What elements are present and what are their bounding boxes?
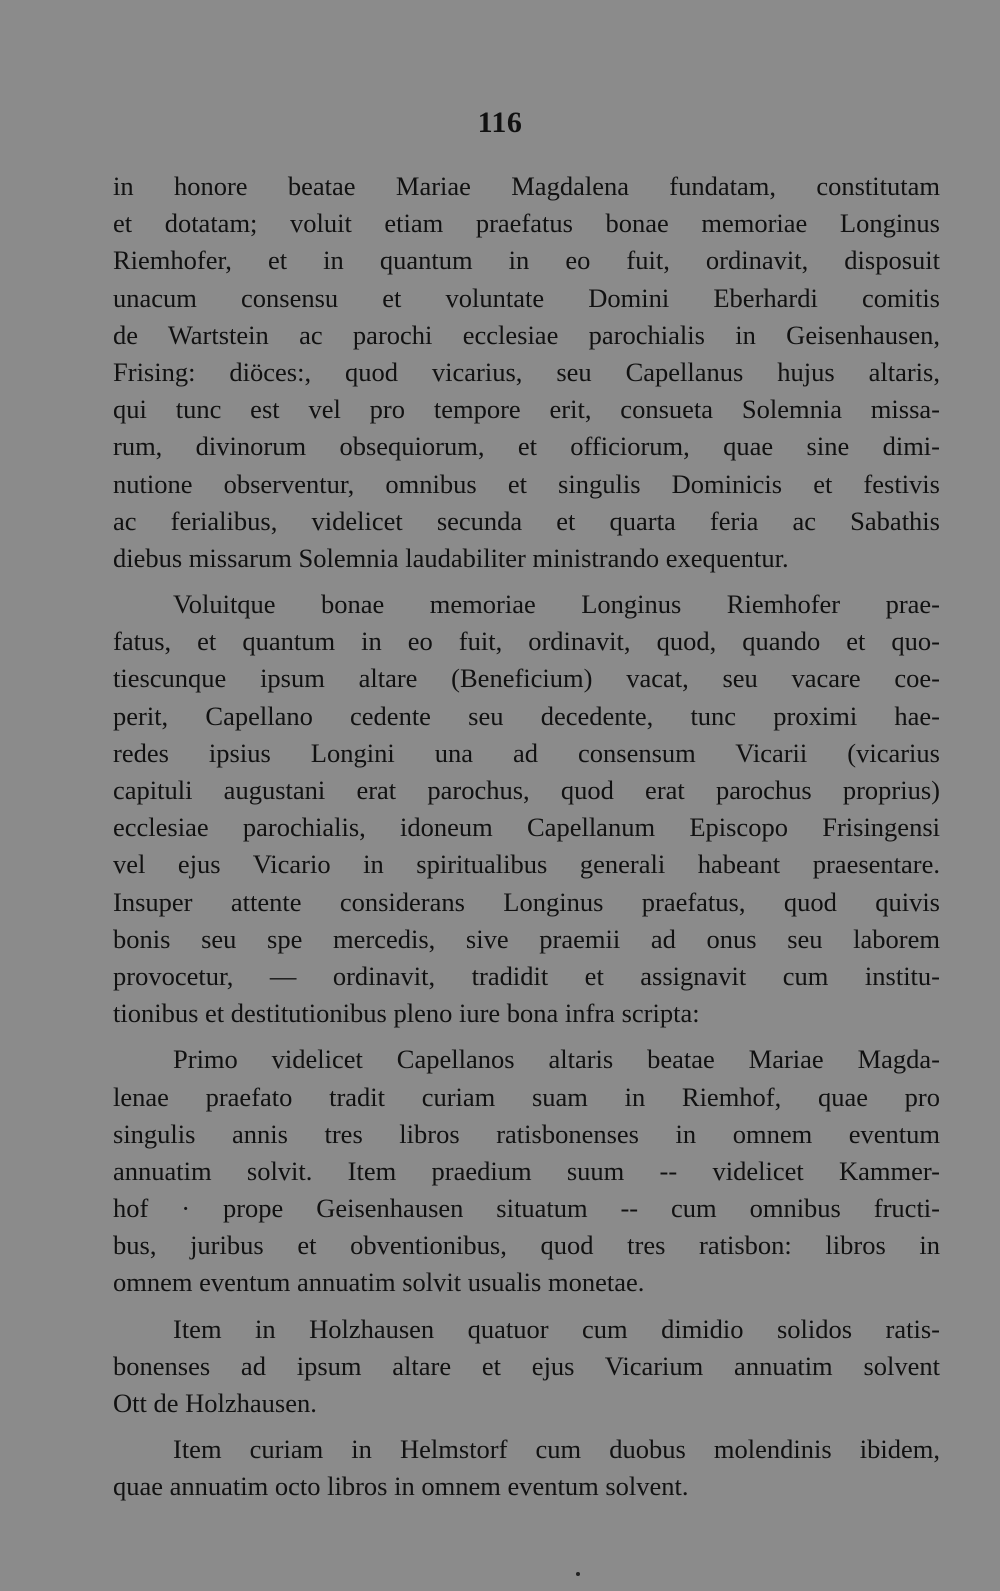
text-line: Insuper attente considerans Longinus praefatus, quod quivis — [113, 886, 940, 917]
text-line: Voluitque bonae memoriae Longinus Riemhofer prae- — [173, 589, 940, 620]
text-line: Riemhofer, et in quantum in eo fuit, ordinavit, disposuit — [113, 245, 940, 276]
text-line: Item curiam in Helmstorf cum duobus molendinis ibidem, — [173, 1434, 940, 1465]
paragraph — [113, 586, 940, 1032]
text-line: nutione observentur, omnibus et singulis Dominicis et festivis — [113, 468, 940, 499]
paragraph — [113, 168, 940, 577]
paragraph — [113, 1431, 940, 1505]
text-line: redes ipsius Longini una ad consensum Vicarii (vicarius — [113, 737, 940, 768]
text-line: capituli augustani erat parochus, quod erat parochus proprius) — [113, 775, 940, 805]
text-line: bus, juribus et obventionibus, quod tres ratisbon: libros in — [113, 1230, 940, 1261]
text-line: annuatim solvit. Item praedium suum -- videlicet Kammer- — [113, 1155, 940, 1186]
text-line: vel ejus Vicario in spiritualibus generali habeant praesentare. — [113, 849, 940, 880]
text-line: rum, divinorum obsequiorum, et officiorum, quae sine dimi- — [113, 431, 940, 462]
text-line: ac ferialibus, videlicet secunda et quarta feria ac Sabathis — [113, 505, 940, 536]
text-line: Primo videlicet Capellanos altaris beatae Mariae Magda- — [173, 1044, 940, 1075]
text-line: tionibus et destitutionibus pleno iure bona infra scripta: — [113, 998, 700, 1029]
text-line: quae annuatim octo libros in omnem eventum solvent. — [113, 1471, 689, 1502]
body-text — [113, 168, 940, 1506]
paragraph — [113, 1041, 940, 1301]
text-line: omnem eventum annuatim solvit usualis monetae. — [113, 1267, 645, 1298]
text-line: ecclesiae parochialis, idoneum Capellanum Episcopo Frisingensi — [113, 812, 940, 843]
print-speck — [576, 1572, 580, 1576]
text-line: Frising: diöces:, quod vicarius, seu Capellanus hujus altaris, — [113, 356, 940, 387]
text-line: hof · prope Geisenhausen situatum -- cum omnibus fructi- — [113, 1193, 940, 1224]
text-line: tiescunque ipsum altare (Beneficium) vacat, seu vacare coe- — [113, 663, 940, 694]
text-line: Item in Holzhausen quatuor cum dimidio solidos ratis- — [173, 1313, 940, 1344]
text-line: lenae praefato tradit curiam suam in Riemhof, quae pro — [113, 1081, 940, 1112]
text-line: diebus missarum Solemnia laudabiliter ministrando exequentur. — [113, 542, 789, 573]
text-line: bonis seu spe mercedis, sive praemii ad onus seu laborem — [113, 923, 940, 954]
text-line: bonenses ad ipsum altare et ejus Vicarium annuatim solvent — [113, 1350, 940, 1381]
text-line: qui tunc est vel pro tempore erit, consueta Solemnia missa- — [113, 394, 940, 425]
text-line: in honore beatae Mariae Magdalena fundatam, constitutam — [113, 171, 940, 201]
text-line: Ott de Holzhausen. — [113, 1388, 317, 1418]
text-line: provocetur, — ordinavit, tradidit et assignavit cum institu- — [113, 960, 940, 991]
text-line: singulis annis tres libros ratisbonenses in omnem eventum — [113, 1118, 940, 1149]
text-line: fatus, et quantum in eo fuit, ordinavit, quod, quando et quo- — [113, 626, 940, 657]
text-line: unacum consensu et voluntate Domini Eberhardi comitis — [113, 282, 940, 313]
text-line: et dotatam; voluit etiam praefatus bonae memoriae Longinus — [113, 208, 940, 239]
paragraph — [113, 1311, 940, 1423]
text-line: perit, Capellano cedente seu decedente, tunc proximi hae- — [113, 700, 940, 731]
page-number: 116 — [477, 106, 523, 139]
text-line: de Wartstein ac parochi ecclesiae parochialis in Geisenhausen, — [113, 319, 940, 350]
